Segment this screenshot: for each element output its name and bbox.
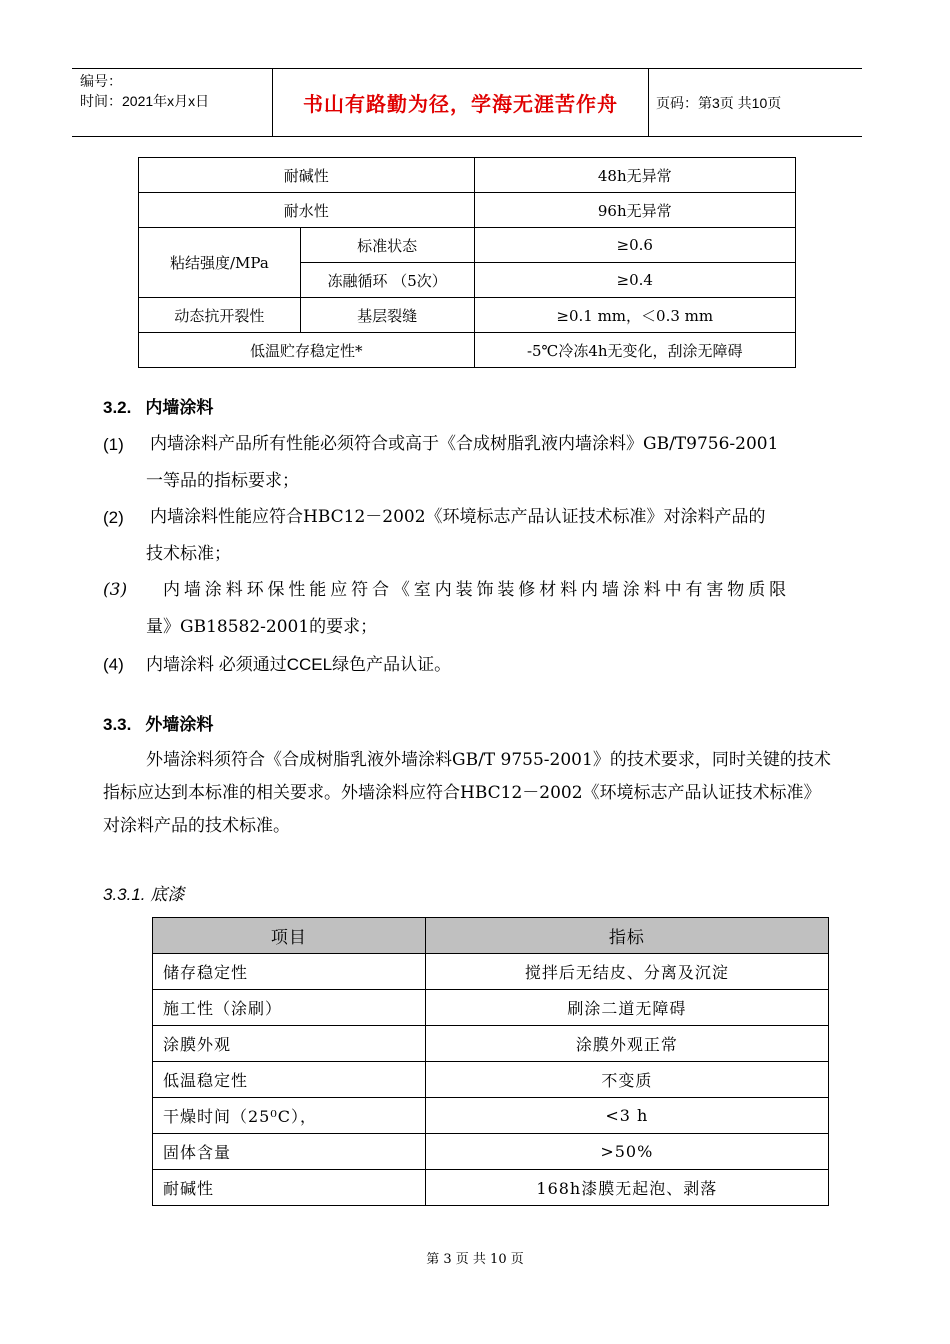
table-cell: >50% [425, 1134, 828, 1170]
subsection-heading: 3.3.1. 底漆 [103, 885, 185, 904]
table-row [153, 990, 829, 1026]
table-cell: 动态抗开裂性 [139, 298, 301, 333]
list-number: (4) [103, 655, 124, 674]
table-cell: 耐水性 [139, 193, 475, 228]
table-cell: 刷涂二道无障碍 [425, 990, 828, 1026]
table-cell: 168h漆膜无起泡、剥落 [425, 1170, 828, 1206]
table-row [153, 1134, 829, 1170]
list-text: 内墙涂料环保性能应符合《室内装饰装修材料内墙涂料中有害物质限 [163, 580, 790, 600]
list-number: (2) [103, 508, 124, 527]
page-header [72, 68, 862, 137]
list-text: 内墙涂料性能应符合HBC12－2002《环境标志产品认证技术标准》对涂料产品的 [150, 507, 766, 527]
section-heading [103, 710, 213, 735]
list-text: 内墙涂料 必须通过CCEL绿色产品认证。 [146, 655, 452, 674]
table-cell: 低温贮存稳定性* [139, 333, 475, 368]
table-cell: 基层裂缝 [300, 298, 474, 333]
table-cell: 搅拌后无结皮、分离及沉淀 [425, 954, 828, 990]
table-row [139, 228, 796, 263]
list-text: 一等品的指标要求； [146, 471, 299, 491]
time-label: 时间：2021年x月x日 [80, 93, 210, 109]
table-cell: 耐碱性 [153, 1170, 426, 1206]
list-text: 内墙涂料产品所有性能必须符合或高于《合成树脂乳液内墙涂料》GB/T9756-2001 [150, 434, 779, 454]
table-header-row [153, 918, 829, 954]
table-cell: 不变质 [425, 1062, 828, 1098]
section-title: 外墙涂料 [145, 715, 214, 734]
table-row [153, 1062, 829, 1098]
table-cell: 储存稳定性 [153, 954, 426, 990]
motto: 书山有路勤为径，学海无涯苦作舟 [303, 94, 618, 116]
section-title: 内墙涂料 [145, 398, 214, 417]
table-cell: ≥0.1 mm，＜0.3 mm [474, 298, 796, 333]
table-row [153, 1170, 829, 1206]
table-cell: 粘结强度/MPa [139, 228, 301, 298]
header-center [272, 69, 649, 136]
paragraph: 外墙涂料须符合《合成树脂乳液外墙涂料GB/T 9755-2001》的技术要求，同时关键的技术指标应达到本标准的相关要求。外墙涂料应符合HBC12－2002《环境标志产品认证技术标准》对涂料产品的技术标准。 [103, 750, 831, 836]
table-cell: 耐碱性 [139, 158, 475, 193]
table-cell: 施工性（涂刷） [153, 990, 426, 1026]
list-text: 量》GB18582-2001的要求； [146, 617, 378, 637]
table-row [139, 158, 796, 193]
section-number: 3.3. [103, 715, 132, 734]
table-row [153, 1026, 829, 1062]
serial-label: 编号： [80, 73, 122, 89]
table-row [139, 333, 796, 368]
table-cell: ≥0.4 [474, 263, 796, 298]
list-item [103, 572, 833, 646]
table-cell: -5℃冷冻4h无变化，刮涂无障碍 [474, 333, 796, 368]
table-cell: 96h无异常 [474, 193, 796, 228]
header-right [648, 69, 862, 136]
table-header-cell: 指标 [425, 918, 828, 954]
list-number: (3) [103, 580, 128, 600]
table-cell: 冻融循环 （5次） [300, 263, 474, 298]
table-cell: 干燥时间（25⁰C）， [153, 1098, 426, 1134]
list-item [103, 499, 833, 573]
table-row [153, 954, 829, 990]
list-text: 技术标准； [146, 544, 231, 564]
table-cell: ≥0.6 [474, 228, 796, 263]
table-cell: 48h无异常 [474, 158, 796, 193]
list-number: (1) [103, 435, 124, 454]
table-row [139, 193, 796, 228]
header-left [72, 69, 272, 136]
page-label: 页码：第3页 共10页 [656, 94, 782, 111]
table-cell: 标准状态 [300, 228, 474, 263]
table-cell: 涂膜外观 [153, 1026, 426, 1062]
primer-table [152, 917, 829, 1206]
table-cell: 固体含量 [153, 1134, 426, 1170]
list-item [103, 426, 833, 500]
list-item [103, 646, 833, 683]
section-heading [103, 393, 213, 418]
table-header-cell: 项目 [153, 918, 426, 954]
properties-table [138, 157, 796, 368]
table-row [153, 1098, 829, 1134]
section-number: 3.2. [103, 398, 132, 417]
page-footer: 第 3 页 共 10 页 [426, 1252, 524, 1267]
table-cell: 涂膜外观正常 [425, 1026, 828, 1062]
table-cell: 低温稳定性 [153, 1062, 426, 1098]
table-cell: <3 h [425, 1098, 828, 1134]
table-row [139, 298, 796, 333]
